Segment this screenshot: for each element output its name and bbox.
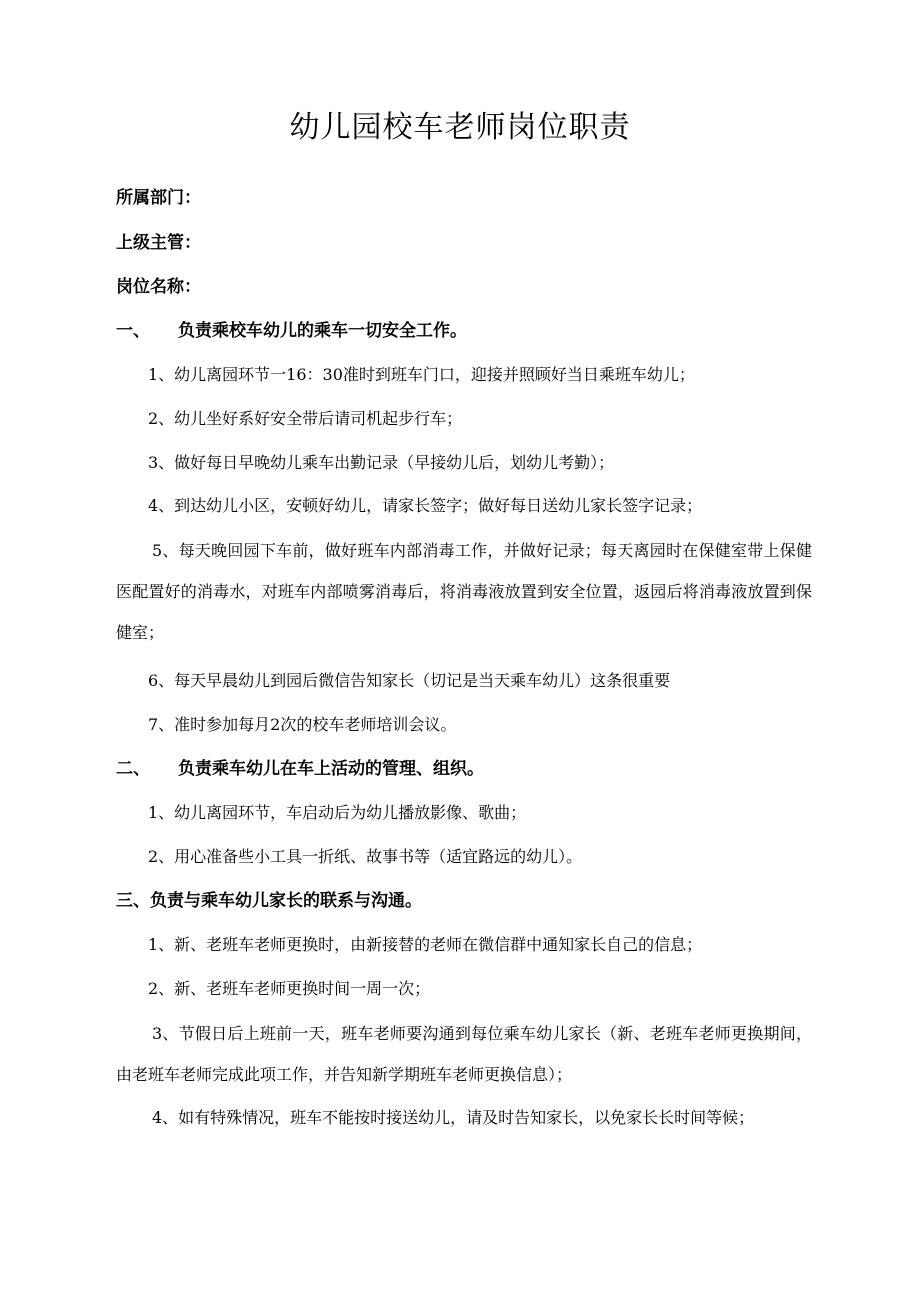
page-title: 幼儿园校车老师岗位职责: [289, 110, 631, 145]
section-1-item-6: 6、每天早晨幼儿到园后微信告知家长（切记是当天乘车幼儿）这条很重要: [148, 671, 671, 690]
section-2-title: 负责乘车幼儿在车上活动的管理、组织。: [178, 759, 484, 779]
section-1-item-3: 3、做好每日早晚幼儿乘车出勤记录（早接幼儿后，划幼儿考勤）；: [148, 453, 615, 472]
section-3-item-4: 4、如有特殊情况，班车不能按时接送幼儿，请及时告知家长，以免家长长时间等候；: [152, 1108, 755, 1127]
supervisor-field: 上级主管：: [116, 233, 201, 253]
department-field: 所属部门：: [116, 188, 201, 208]
section-1-item-2: 2、幼儿坐好系好安全带后请司机起步行车；: [148, 409, 463, 428]
section-2-heading: [116, 757, 484, 781]
section-1-heading: [116, 319, 467, 343]
section-1-title: 负责乘校车幼儿的乘车一切安全工作。: [178, 321, 467, 341]
section-3-item-2: 2、新、老班车老师更换时间一周一次；: [148, 979, 431, 998]
section-2-item-2: 2、用心准备些小工具一折纸、故事书等（适宜路远的幼儿）。: [148, 847, 583, 866]
section-2-item-1: 1、幼儿离园环节，车启动后为幼儿播放影像、歌曲；: [148, 803, 527, 822]
section-1-item-7: 7、准时参加每月2次的校车老师培训会议。: [148, 715, 457, 734]
section-1-item-1: 1、幼儿离园环节一16：30准时到班车门口，迎接并照顾好当日乘班车幼儿；: [148, 365, 695, 384]
section-3-item-3: 3、节假日后上班前一天，班车老师要沟通到每位乘车幼儿家长（新、老班车老师更换期间，由老班车老师完成此项工作，并告知新学期班车老师更换信息）；: [116, 1024, 812, 1084]
section-1-item-5: 5、每天晚回园下车前，做好班车内部消毒工作，并做好记录；每天离园时在保健室带上保健医配置好的消毒水，对班车内部喷雾消毒后，将消毒液放置到安全位置，返园后将消毒液放置到保健室；: [116, 541, 812, 642]
section-1-item-4: 4、到达幼儿小区，安顿好幼儿，请家长签字；做好每日送幼儿家长签字记录；: [148, 496, 703, 515]
section-1-number: 一、: [116, 321, 150, 341]
section-2-number: 二、: [116, 759, 150, 779]
position-field: 岗位名称：: [116, 277, 201, 297]
section-3-heading: 三、负责与乘车幼儿家长的联系与沟通。: [116, 891, 422, 911]
section-3-item-1: 1、新、老班车老师更换时，由新接替的老师在微信群中通知家长自己的信息；: [148, 935, 703, 954]
